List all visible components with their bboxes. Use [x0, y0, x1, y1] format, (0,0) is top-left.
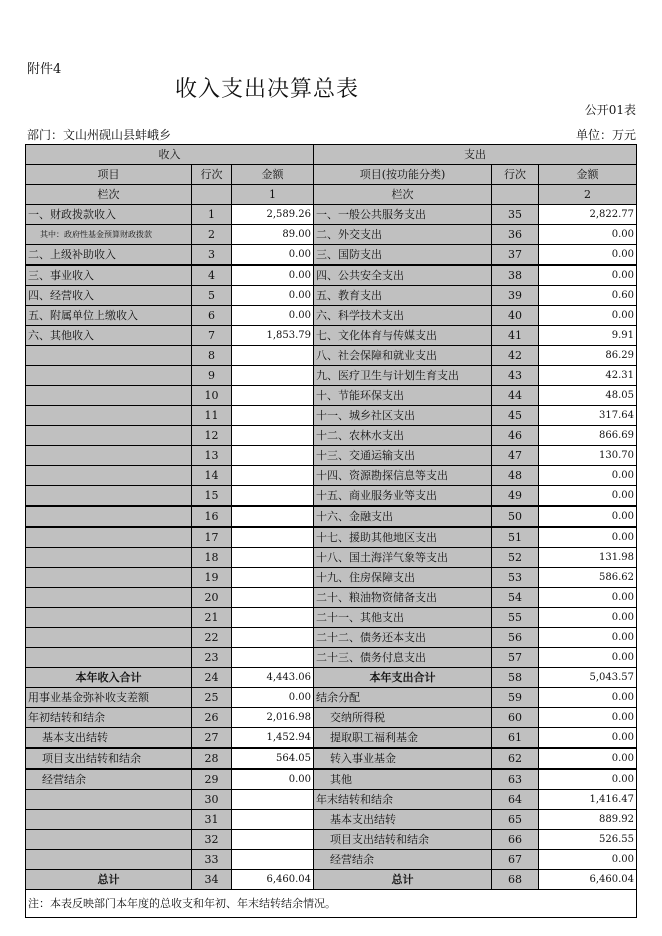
income-item: [26, 568, 192, 588]
income-item: [26, 830, 192, 850]
income-amount: 1,853.79: [232, 326, 314, 346]
table-row: [26, 225, 637, 245]
expense-amount: 48.05: [539, 386, 637, 406]
income-row-no: 11: [192, 406, 232, 426]
income-item: [26, 466, 192, 486]
table-note: 注：本表反映部门本年度的总收支和年初、年末结转结余情况。: [26, 890, 637, 918]
expense-row-no: 57: [492, 648, 539, 668]
income-item: [26, 386, 192, 406]
table-row: [26, 326, 637, 346]
expense-item: 十一、城乡社区支出: [314, 406, 492, 426]
income-item: [26, 608, 192, 628]
expense-row-no: 44: [492, 386, 539, 406]
income-amount: [232, 648, 314, 668]
expense-item: 交纳所得税: [314, 708, 492, 728]
income-amount: [232, 527, 314, 548]
income-item: [26, 588, 192, 608]
table-row: [26, 286, 637, 306]
income-item: [26, 446, 192, 466]
unit-label: 单位：万元: [575, 128, 636, 142]
expense-row-no: 59: [492, 688, 539, 708]
table-row: [26, 506, 637, 527]
expense-item: 十二、农林水支出: [314, 426, 492, 446]
expense-row-no: 65: [492, 810, 539, 830]
income-amount: 564.05: [232, 748, 314, 769]
expense-amount: 131.98: [539, 548, 637, 568]
expense-item: 十六、金融支出: [314, 506, 492, 527]
expense-amount: 0.00: [539, 728, 637, 749]
expense-amount: 0.00: [539, 265, 637, 286]
income-row-no: 24: [192, 668, 232, 688]
col-no-empty: [192, 185, 232, 205]
table-row: [26, 548, 637, 568]
income-row-no: 15: [192, 486, 232, 507]
expense-row-no: 68: [492, 870, 539, 890]
table-row: [26, 306, 637, 326]
table-row: [26, 728, 637, 749]
expense-amount: 86.29: [539, 346, 637, 366]
income-item: 用事业基金弥补收支差额: [26, 688, 192, 708]
income-row-no: 23: [192, 648, 232, 668]
income-header: 收入: [26, 145, 314, 165]
income-row-no: 32: [192, 830, 232, 850]
income-item: 二、上级补助收入: [26, 245, 192, 266]
income-row-no: 1: [192, 205, 232, 225]
expense-row-no: 39: [492, 286, 539, 306]
expense-row-no: 47: [492, 446, 539, 466]
expense-amount: 0.00: [539, 648, 637, 668]
income-row-no: 30: [192, 790, 232, 810]
expense-item: 八、社会保障和就业支出: [314, 346, 492, 366]
expense-item: 二十二、债务还本支出: [314, 628, 492, 648]
expense-item: 二十三、债务付息支出: [314, 648, 492, 668]
expense-item: 十五、商业服务业等支出: [314, 486, 492, 507]
page-title: 收入支出决算总表: [175, 77, 360, 102]
income-item: [26, 850, 192, 870]
expense-amount: 317.64: [539, 406, 637, 426]
expense-row-no: 66: [492, 830, 539, 850]
expense-row-no: 63: [492, 769, 539, 790]
table-row: [26, 708, 637, 728]
expense-item: 总计: [314, 870, 492, 890]
table-row: [26, 810, 637, 830]
expense-header: 支出: [314, 145, 637, 165]
expense-row-no: 45: [492, 406, 539, 426]
table-row: [26, 265, 637, 286]
table-row: [26, 790, 637, 810]
expense-row-no: 54: [492, 588, 539, 608]
income-amount: 2,589.26: [232, 205, 314, 225]
column-number-row: [26, 185, 637, 205]
income-amount: 0.00: [232, 306, 314, 326]
income-row-no: 17: [192, 527, 232, 548]
expense-amount: 0.00: [539, 506, 637, 527]
income-row-no: 31: [192, 810, 232, 830]
income-amount: 89.00: [232, 225, 314, 245]
income-item: [26, 648, 192, 668]
col-no-1: 1: [232, 185, 314, 205]
table-row: [26, 748, 637, 769]
income-amount: 2,016.98: [232, 708, 314, 728]
expense-item: 九、医疗卫生与计划生育支出: [314, 366, 492, 386]
expense-amount: 0.00: [539, 486, 637, 507]
income-amount: [232, 568, 314, 588]
col-no-label: 栏次: [314, 185, 492, 205]
income-row-no: 6: [192, 306, 232, 326]
table-row: [26, 486, 637, 507]
income-row-no: 19: [192, 568, 232, 588]
income-amount: [232, 588, 314, 608]
expense-amount: 526.55: [539, 830, 637, 850]
income-item: [26, 486, 192, 507]
expense-item: 项目支出结转和结余: [314, 830, 492, 850]
income-amount: [232, 608, 314, 628]
expense-item: 年末结转和结余: [314, 790, 492, 810]
income-row-no: 7: [192, 326, 232, 346]
table-row: [26, 830, 637, 850]
expense-amount: 0.00: [539, 527, 637, 548]
expense-amount: 0.00: [539, 850, 637, 870]
attachment-label: 附件4: [27, 62, 62, 77]
income-item: 经营结余: [26, 769, 192, 790]
income-row-no: 25: [192, 688, 232, 708]
expense-amount: 0.00: [539, 708, 637, 728]
expense-amount: 586.62: [539, 568, 637, 588]
expense-item: 十七、援助其他地区支出: [314, 527, 492, 548]
income-row-no: 16: [192, 506, 232, 527]
table-row: [26, 446, 637, 466]
expense-row-no: 64: [492, 790, 539, 810]
expense-row-no: 42: [492, 346, 539, 366]
expense-row-no: 56: [492, 628, 539, 648]
expense-item: 十、节能环保支出: [314, 386, 492, 406]
expense-amount: 9.91: [539, 326, 637, 346]
expense-row-no: 41: [492, 326, 539, 346]
expense-item: 十九、住房保障支出: [314, 568, 492, 588]
expense-row-no: 55: [492, 608, 539, 628]
income-item: [26, 790, 192, 810]
income-amount: [232, 506, 314, 527]
col-no-label: 栏次: [26, 185, 192, 205]
income-amount: [232, 466, 314, 486]
income-row-no: 33: [192, 850, 232, 870]
expense-amount: 1,416.47: [539, 790, 637, 810]
expense-amount: 0.00: [539, 466, 637, 486]
expense-amount: 42.31: [539, 366, 637, 386]
expense-row-no: 35: [492, 205, 539, 225]
income-row-no: 22: [192, 628, 232, 648]
income-row-no: 2: [192, 225, 232, 245]
income-row-no: 14: [192, 466, 232, 486]
table-row: [26, 245, 637, 266]
expense-row-no: 48: [492, 466, 539, 486]
income-amount: [232, 548, 314, 568]
income-amount: 0.00: [232, 688, 314, 708]
expense-row-no: 51: [492, 527, 539, 548]
expense-amount: 0.00: [539, 225, 637, 245]
income-amount: [232, 628, 314, 648]
income-amount: 0.00: [232, 769, 314, 790]
income-item: [26, 527, 192, 548]
income-item: 项目支出结转和结余: [26, 748, 192, 769]
expense-item: 提取职工福利基金: [314, 728, 492, 749]
income-row-no: 10: [192, 386, 232, 406]
note-row: [26, 890, 637, 918]
income-row-no: 8: [192, 346, 232, 366]
income-item: [26, 366, 192, 386]
table-row: [26, 568, 637, 588]
income-row-no: 3: [192, 245, 232, 266]
income-amount: 0.00: [232, 265, 314, 286]
col-no-2: 2: [539, 185, 637, 205]
income-amount: 4,443.06: [232, 668, 314, 688]
income-amount: [232, 486, 314, 507]
table-row: [26, 466, 637, 486]
section-header-row: [26, 145, 637, 165]
income-amount: [232, 426, 314, 446]
income-item: [26, 506, 192, 527]
expense-item: 四、公共安全支出: [314, 265, 492, 286]
expense-row-no: 52: [492, 548, 539, 568]
expense-amount: 0.00: [539, 588, 637, 608]
income-row-no: 26: [192, 708, 232, 728]
income-amount: [232, 386, 314, 406]
expense-amount: 0.00: [539, 748, 637, 769]
expense-amount: 0.00: [539, 306, 637, 326]
income-item: [26, 810, 192, 830]
expense-row-no: 49: [492, 486, 539, 507]
department-label: 部门：文山州砚山县蚌峨乡: [27, 128, 172, 142]
col-amount: 金额: [539, 165, 637, 185]
income-item: 三、事业收入: [26, 265, 192, 286]
income-row-no: 34: [192, 870, 232, 890]
table-row: [26, 850, 637, 870]
expense-row-no: 61: [492, 728, 539, 749]
expense-amount: 866.69: [539, 426, 637, 446]
income-amount: 0.00: [232, 245, 314, 266]
expense-row-no: 50: [492, 506, 539, 527]
expense-row-no: 62: [492, 748, 539, 769]
income-row-no: 12: [192, 426, 232, 446]
expense-amount: 0.00: [539, 688, 637, 708]
income-item: [26, 548, 192, 568]
income-row-no: 4: [192, 265, 232, 286]
expense-item: 十三、交通运输支出: [314, 446, 492, 466]
expense-item: 七、文化体育与传媒支出: [314, 326, 492, 346]
expense-row-no: 38: [492, 265, 539, 286]
form-code: 公开01表: [584, 103, 636, 117]
col-item-func: 项目(按功能分类): [314, 165, 492, 185]
table-row: [26, 386, 637, 406]
income-amount: [232, 850, 314, 870]
expense-amount: 2,822.77: [539, 205, 637, 225]
expense-row-no: 40: [492, 306, 539, 326]
expense-amount: 5,043.57: [539, 668, 637, 688]
expense-amount: 0.00: [539, 769, 637, 790]
expense-row-no: 37: [492, 245, 539, 266]
income-item: 四、经营收入: [26, 286, 192, 306]
expense-item: 其他: [314, 769, 492, 790]
income-amount: [232, 446, 314, 466]
expense-item: 一、一般公共服务支出: [314, 205, 492, 225]
expense-row-no: 53: [492, 568, 539, 588]
income-row-no: 5: [192, 286, 232, 306]
expense-item: 十八、国土海洋气象等支出: [314, 548, 492, 568]
table-row: [26, 688, 637, 708]
table-row: [26, 426, 637, 446]
expense-amount: 889.92: [539, 810, 637, 830]
expense-row-no: 60: [492, 708, 539, 728]
income-item: [26, 426, 192, 446]
income-amount: 1,452.94: [232, 728, 314, 749]
income-item: 六、其他收入: [26, 326, 192, 346]
expense-item: 转入事业基金: [314, 748, 492, 769]
table-row: [26, 648, 637, 668]
income-amount: 6,460.04: [232, 870, 314, 890]
expense-amount: 0.60: [539, 286, 637, 306]
table-row: [26, 608, 637, 628]
expense-amount: 6,460.04: [539, 870, 637, 890]
income-amount: [232, 406, 314, 426]
income-item: 基本支出结转: [26, 728, 192, 749]
expense-row-no: 43: [492, 366, 539, 386]
table-row: [26, 628, 637, 648]
income-row-no: 27: [192, 728, 232, 749]
expense-item: 二十、粮油物资储备支出: [314, 588, 492, 608]
expense-item: 二、外交支出: [314, 225, 492, 245]
expense-row-no: 58: [492, 668, 539, 688]
income-item: 一、财政拨款收入: [26, 205, 192, 225]
income-item: 五、附属单位上缴收入: [26, 306, 192, 326]
expense-item: 结余分配: [314, 688, 492, 708]
col-item: 项目: [26, 165, 192, 185]
income-row-no: 21: [192, 608, 232, 628]
table-row: [26, 588, 637, 608]
col-no-empty: [492, 185, 539, 205]
table-row: [26, 406, 637, 426]
col-amount: 金额: [232, 165, 314, 185]
income-item: 本年收入合计: [26, 668, 192, 688]
expense-amount: 130.70: [539, 446, 637, 466]
expense-amount: 0.00: [539, 245, 637, 266]
table-row: [26, 346, 637, 366]
income-item: 年初结转和结余: [26, 708, 192, 728]
expense-item: 五、教育支出: [314, 286, 492, 306]
col-row: 行次: [492, 165, 539, 185]
expense-item: 基本支出结转: [314, 810, 492, 830]
income-item: 其中：政府性基金预算财政拨款: [26, 225, 192, 245]
table-row: [26, 668, 637, 688]
income-row-no: 18: [192, 548, 232, 568]
table-row: [26, 527, 637, 548]
expense-item: 经营结余: [314, 850, 492, 870]
income-item: [26, 346, 192, 366]
col-row: 行次: [192, 165, 232, 185]
income-amount: [232, 790, 314, 810]
income-amount: [232, 346, 314, 366]
expense-amount: 0.00: [539, 608, 637, 628]
income-amount: [232, 366, 314, 386]
table-row: [26, 870, 637, 890]
income-amount: [232, 830, 314, 850]
expense-item: 三、国防支出: [314, 245, 492, 266]
expense-row-no: 67: [492, 850, 539, 870]
expense-row-no: 36: [492, 225, 539, 245]
income-item: [26, 628, 192, 648]
table-row: [26, 205, 637, 225]
expense-item: 六、科学技术支出: [314, 306, 492, 326]
income-item: 总计: [26, 870, 192, 890]
income-expense-table: [25, 144, 637, 918]
expense-item: 十四、资源勘探信息等支出: [314, 466, 492, 486]
income-row-no: 20: [192, 588, 232, 608]
income-row-no: 9: [192, 366, 232, 386]
income-amount: [232, 810, 314, 830]
column-header-row: [26, 165, 637, 185]
income-row-no: 29: [192, 769, 232, 790]
income-item: [26, 406, 192, 426]
expense-amount: 0.00: [539, 628, 637, 648]
table-row: [26, 366, 637, 386]
expense-item: 本年支出合计: [314, 668, 492, 688]
income-amount: 0.00: [232, 286, 314, 306]
table-row: [26, 769, 637, 790]
expense-row-no: 46: [492, 426, 539, 446]
income-row-no: 28: [192, 748, 232, 769]
income-row-no: 13: [192, 446, 232, 466]
expense-item: 二十一、其他支出: [314, 608, 492, 628]
